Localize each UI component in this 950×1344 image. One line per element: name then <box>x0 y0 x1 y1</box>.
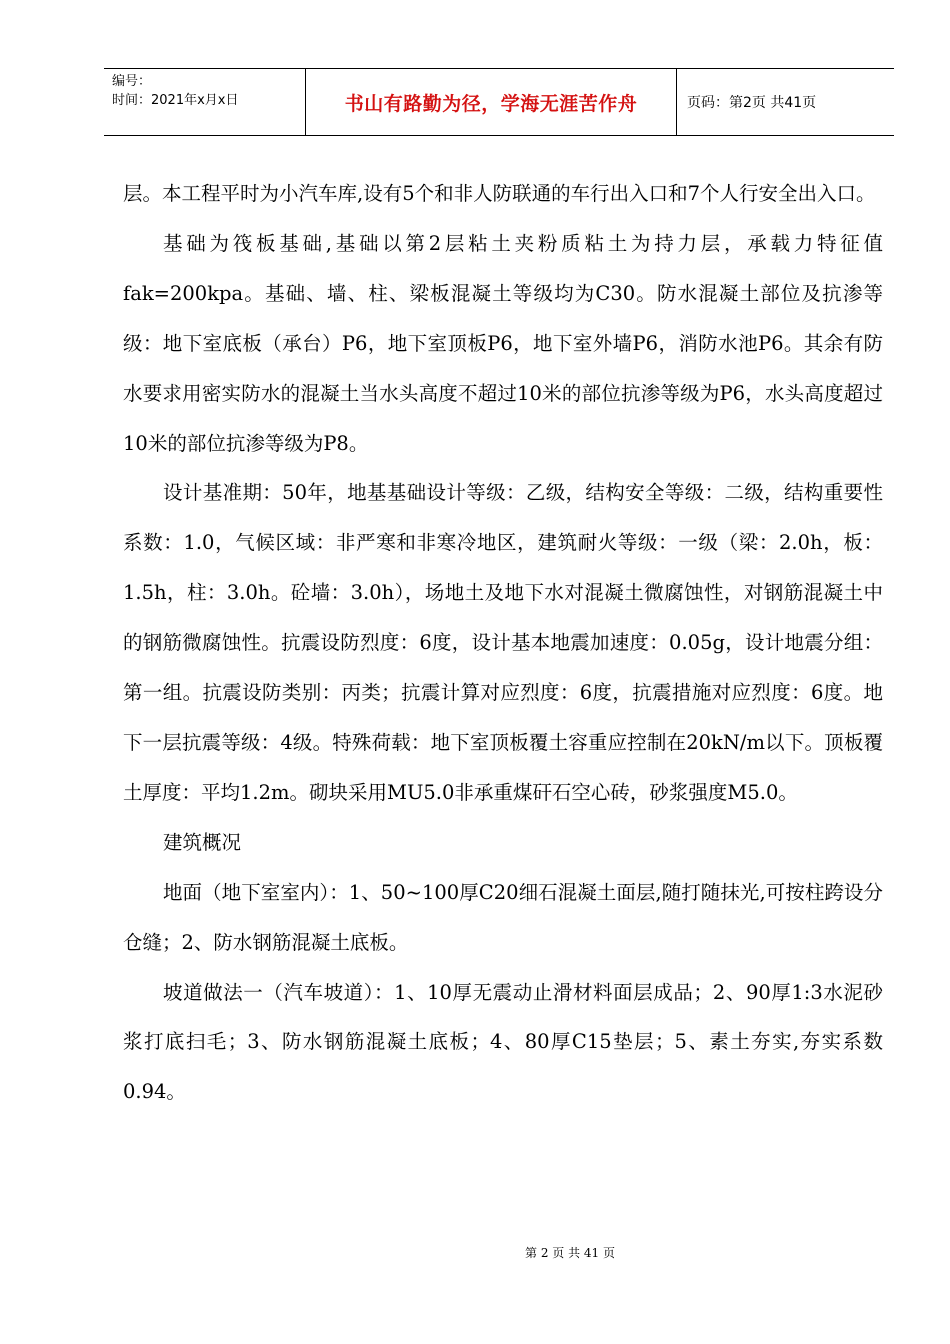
section-heading-architecture: 建筑概况 <box>163 830 242 854</box>
header-time-label: 时间：2021年x月x日 <box>112 93 239 108</box>
page-footer <box>0 1244 950 1261</box>
footer-page-number: 第 2 页 共 41 页 <box>525 1246 615 1260</box>
paragraph-foundation: 基础为筏板基础,基础以第2层粘土夹粉质粘土为持力层，承载力特征值fak=200kpa。基础、墙、柱、梁板混凝土等级均为C30。防水混凝土部位及抗渗等级：地下室底板（承台）P6，地下室顶板P6，地下室外墙P6，消防水池P6。其余有防水要求用密实防水的混凝土当水头高度不超过10米的部位抗渗等级为P6，水头高度超过10米的部位抗渗等级为P8。 <box>123 231 883 455</box>
paragraph-continuation: 层。本工程平时为小汽车库,设有5个和非人防联通的车行出入口和7个人行安全出入口。 <box>123 182 876 205</box>
paragraph-ramp-method: 坡道做法一（汽车坡道）：1、10厚无震动止滑材料面层成品；2、90厚1:3水泥砂浆打底扫毛；3、防水钢筋混凝土底板；4、80厚C15垫层；5、素土夯实,夯实系数0.94。 <box>123 980 883 1104</box>
header-page-info: 页码：第2页 共41页 <box>687 95 817 111</box>
header-number-label: 编号： <box>112 74 152 89</box>
paragraph-design-parameters: 设计基准期：50年，地基基础设计等级：乙级，结构安全等级：二级，结构重要性系数：1.0，气候区域：非严寒和非寒冷地区，建筑耐火等级：一级（梁：2.0h，板：1.5h，柱：3.0h。砼墙：3.0h），场地土及地下水对混凝土微腐蚀性，对钢筋混凝土中的钢筋微腐蚀性。抗震设防烈度：6度，设计基本地震加速度：0.05g，设计地震分组：第一组。抗震设防类别：丙类；抗震计算对应烈度：6度，抗震措施对应烈度：6度。地下一层抗震等级：4级。特殊荷载：地下室顶板覆土容重应控制在20kN/m以下。顶板覆土厚度：平均1.2m。砌块采用MU5.0非承重煤矸石空心砖，砂浆强度M5.0。 <box>123 481 883 804</box>
header-motto-cell <box>305 69 677 135</box>
header-meta <box>104 69 305 135</box>
header-motto: 书山有路勤为径，学海无涯苦作舟 <box>344 92 638 115</box>
document-body <box>123 169 883 1117</box>
paragraph-floor-finish: 地面（地下室室内）：1、50~100厚C20细石混凝土面层,随打随抹光,可按柱跨设分仓缝；2、防水钢筋混凝土底板。 <box>123 880 883 954</box>
page-header <box>104 68 894 136</box>
